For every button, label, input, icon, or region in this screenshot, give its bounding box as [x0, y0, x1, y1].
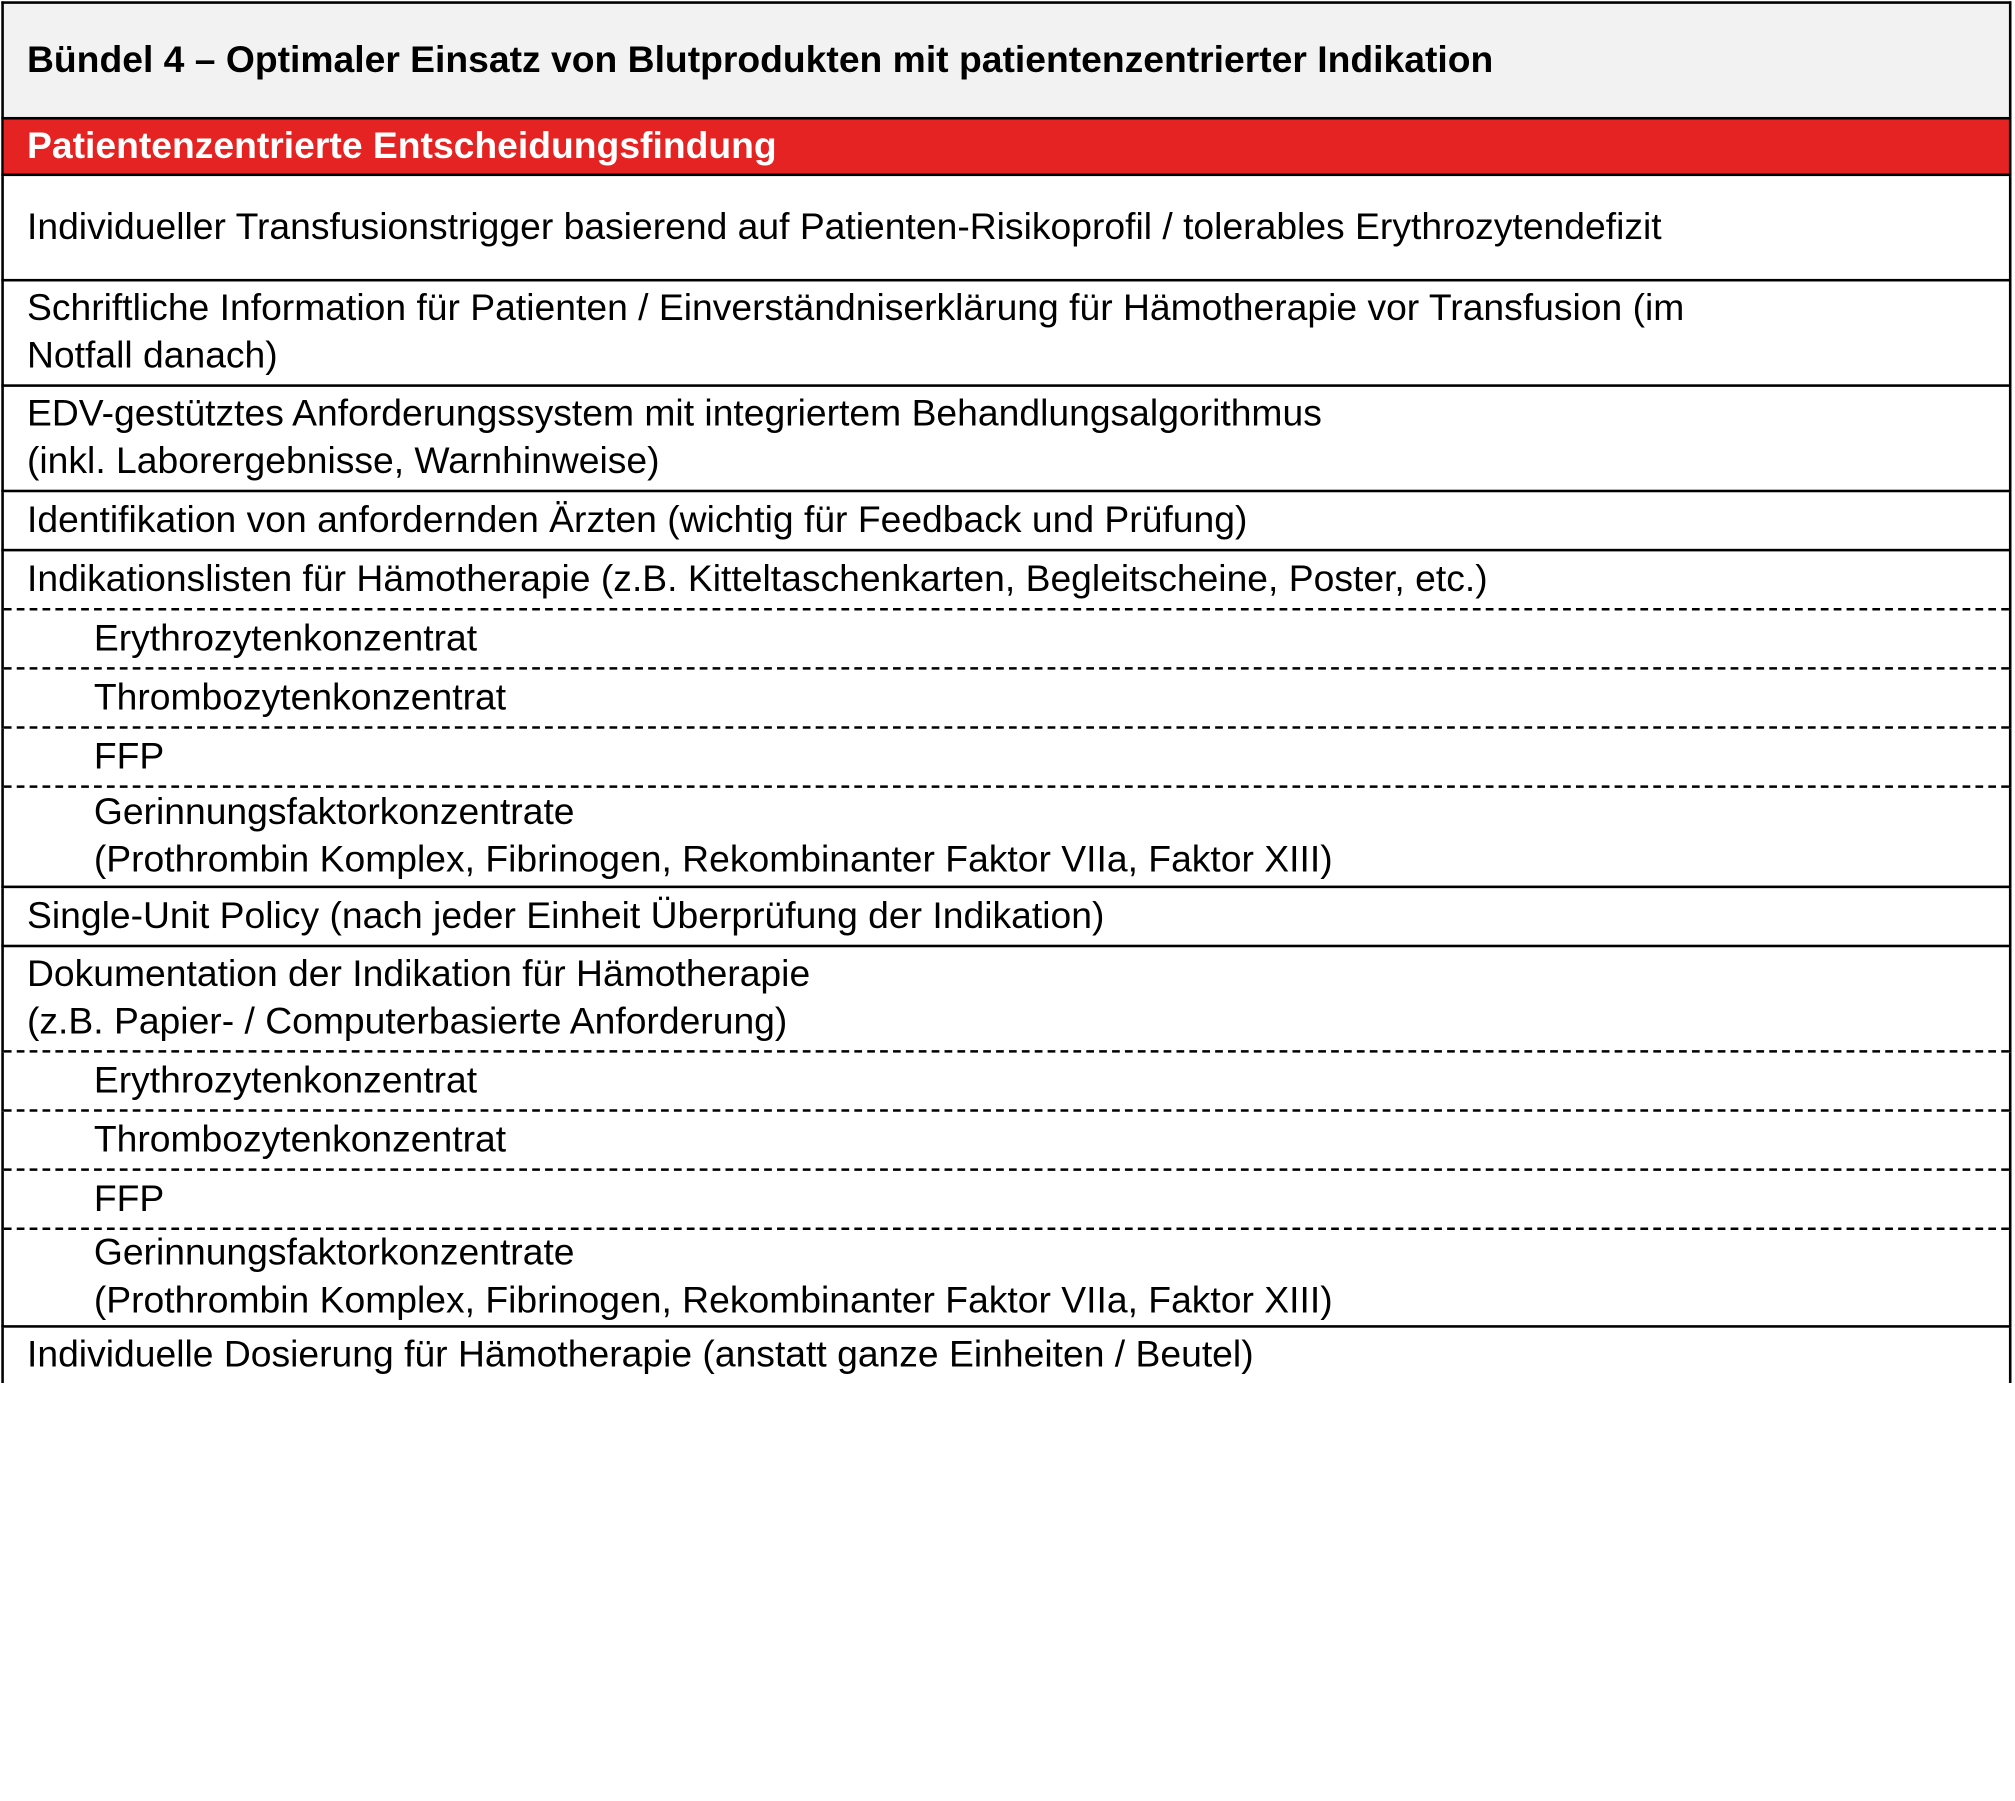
row-text: Gerinnungsfaktorkonzentrate (Prothrombin Komplex, Fibrinogen, Rekombinanter Faktor VIIa, Faktor XIII)	[3, 787, 2011, 887]
section-heading: Patientenzentrierte Entscheidungsfindung	[3, 118, 2011, 175]
row-text: Single-Unit Policy (nach jeder Einheit Überprüfung der Indikation)	[3, 887, 2011, 946]
table-row	[3, 1326, 2011, 1383]
table-row-sub	[3, 1110, 2011, 1169]
row-text: Individueller Transfusionstrigger basierend auf Patienten-Risikoprofil / tolerables Erythrozytendefizit	[3, 175, 2011, 280]
table-row	[3, 386, 2011, 491]
row-text: Gerinnungsfaktorkonzentrate (Prothrombin Komplex, Fibrinogen, Rekombinanter Faktor VIIa, Faktor XIII)	[3, 1229, 2011, 1327]
table-row-sub	[3, 787, 2011, 887]
table-row-sub	[3, 668, 2011, 727]
row-text: Thrombozytenkonzentrat	[3, 668, 2011, 727]
row-text: Identifikation von anfordernden Ärzten (wichtig für Feedback und Prüfung)	[3, 491, 2011, 550]
row-text: Individuelle Dosierung für Hämotherapie (anstatt ganze Einheiten / Beutel)	[3, 1326, 2011, 1383]
table-row	[3, 280, 2011, 385]
table-row-sub	[3, 1051, 2011, 1110]
table-row-sub	[3, 609, 2011, 668]
section-row	[3, 118, 2011, 175]
row-text: Thrombozytenkonzentrat	[3, 1110, 2011, 1169]
row-text: Erythrozytenkonzentrat	[3, 1051, 2011, 1110]
row-text: EDV-gestütztes Anforderungssystem mit integriertem Behandlungsalgorithmus (inkl. Laborergebnisse, Warnhinweise)	[3, 386, 2011, 491]
row-text: FFP	[3, 1170, 2011, 1229]
table-row	[3, 946, 2011, 1051]
bundle-title: Bündel 4 – Optimaler Einsatz von Blutprodukten mit patientenzentrierter Indikation	[3, 3, 2011, 119]
table-row-sub	[3, 1229, 2011, 1327]
table-row	[3, 887, 2011, 946]
row-text: FFP	[3, 727, 2011, 786]
title-row	[3, 3, 2011, 119]
table-row	[3, 491, 2011, 550]
bundle-table	[1, 1, 2011, 1383]
table-row	[3, 175, 2011, 280]
row-text: Erythrozytenkonzentrat	[3, 609, 2011, 668]
row-text: Schriftliche Information für Patienten / Einverständniserklärung für Hämotherapie vor Transfusion (im Notfall danach)	[3, 280, 2011, 385]
table-row-sub	[3, 1170, 2011, 1229]
table-row-sub	[3, 727, 2011, 786]
row-text: Dokumentation der Indikation für Hämotherapie (z.B. Papier- / Computerbasierte Anforderung)	[3, 946, 2011, 1051]
table-row	[3, 550, 2011, 609]
row-text: Indikationslisten für Hämotherapie (z.B. Kitteltaschenkarten, Begleitscheine, Poster, etc.)	[3, 550, 2011, 609]
